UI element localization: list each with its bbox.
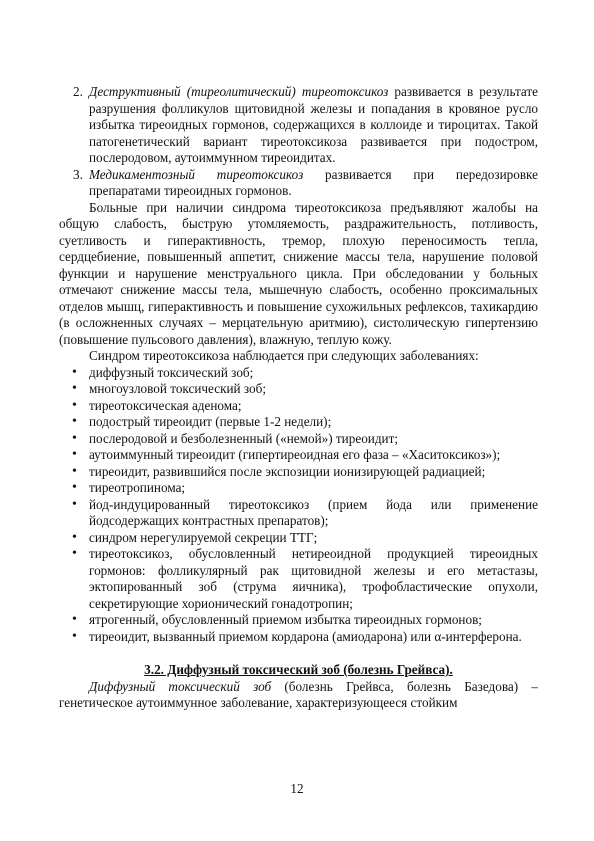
list-item: • тиреотоксическая аденома; — [59, 398, 538, 415]
numbered-list — [59, 84, 538, 200]
list-item: • тиреотоксикоз, обусловленный нетиреоидной продукцией тиреоидных гормонов: фолликулярный рак щитовидной железы и его метастазы, эктопированный зоб (струма яичника), трофобластические опухоли, секретирующие хорионический гонадотропин; — [59, 546, 538, 612]
numbered-item — [59, 84, 538, 167]
item-number: 2. — [73, 84, 83, 99]
definition-paragraph — [59, 679, 538, 712]
item-text: развивается при передозировке препаратами тиреоидных гормонов. — [89, 166, 538, 198]
item-number: 3. — [73, 166, 83, 182]
list-item: • диффузный токсический зоб; — [59, 365, 538, 382]
list-item: • тиреоидит, вызванный приемом кордарона (амиодарона) или α-интерферона. — [59, 629, 538, 646]
complaints-paragraph: Больные при наличии синдрома тиреотоксикоза предъявляют жалобы на общую слабость, быструю утомляемость, раздражительность, потливость, суетливость и гиперактивность, тремор, плохую переносимость тепла, сердцебиение, повышенный аппетит, снижение массы тела, нарушение половой функции и нарушение менструального цикла. При обследовании у больных отмечают снижение массы тела, мышечную слабость, особенно проксимальных отделов мышц, гиперактивность и повышение сухожильных рефлексов, тахикардию (в осложненных случаях – мерцательную аритмию), систолическую гипертензию (повышение пульсового давления), влажную, теплую кожу. — [59, 199, 538, 347]
item-text: развивается в результате разрушения фолликулов щитовидной железы и попадания в кровяное русло избытка тиреоидных гормонов, содержащихся в коллоиде и тироцитах. Такой патогенетический вариант тиреотоксикоза развивается при подостром, послеродовом, аутоиммунном тиреоидитах. — [89, 84, 539, 165]
list-item: • аутоиммунный тиреоидит (гипертиреоидная его фаза – «Хаситоксикоз»); — [59, 447, 538, 464]
list-item: • тиреоидит, развившийся после экспозиции ионизирующей радиацией; — [59, 464, 538, 481]
diseases-list — [59, 365, 538, 646]
list-item: • йод-индуцированный тиреотоксикоз (прием йода или применение йодсодержащих контрастных препаратов); — [59, 497, 538, 530]
list-item: • ятрогенный, обусловленный приемом избытка тиреоидных гормонов; — [59, 612, 538, 629]
list-item: • послеродовой и безболезненный («немой») тиреоидит; — [59, 431, 538, 448]
item-term: Деструктивный (тиреолитический) тиреотоксикоз — [89, 84, 389, 99]
list-item: • подострый тиреоидит (первые 1-2 недели); — [59, 414, 538, 431]
page-number: 12 — [290, 781, 304, 796]
item-term: Медикаментозный тиреотоксикоз — [89, 166, 304, 182]
definition-text: (болезнь Грейвса, болезнь Базедова) – генетическое аутоиммунное заболевание, характеризующееся стойким — [59, 678, 538, 710]
diseases-intro-paragraph: Синдром тиреотоксикоза наблюдается при следующих заболеваниях: — [89, 348, 479, 363]
list-item: • синдром нерегулируемой секреции ТТГ; — [59, 530, 538, 547]
definition-term: Диффузный токсический зоб — [89, 678, 272, 694]
numbered-item — [59, 167, 538, 200]
list-item: • тиреотропинома; — [59, 480, 538, 497]
list-item: • многоузловой токсический зоб; — [59, 381, 538, 398]
section-heading: 3.2. Диффузный токсический зоб (болезнь Грейвса). — [144, 662, 453, 677]
